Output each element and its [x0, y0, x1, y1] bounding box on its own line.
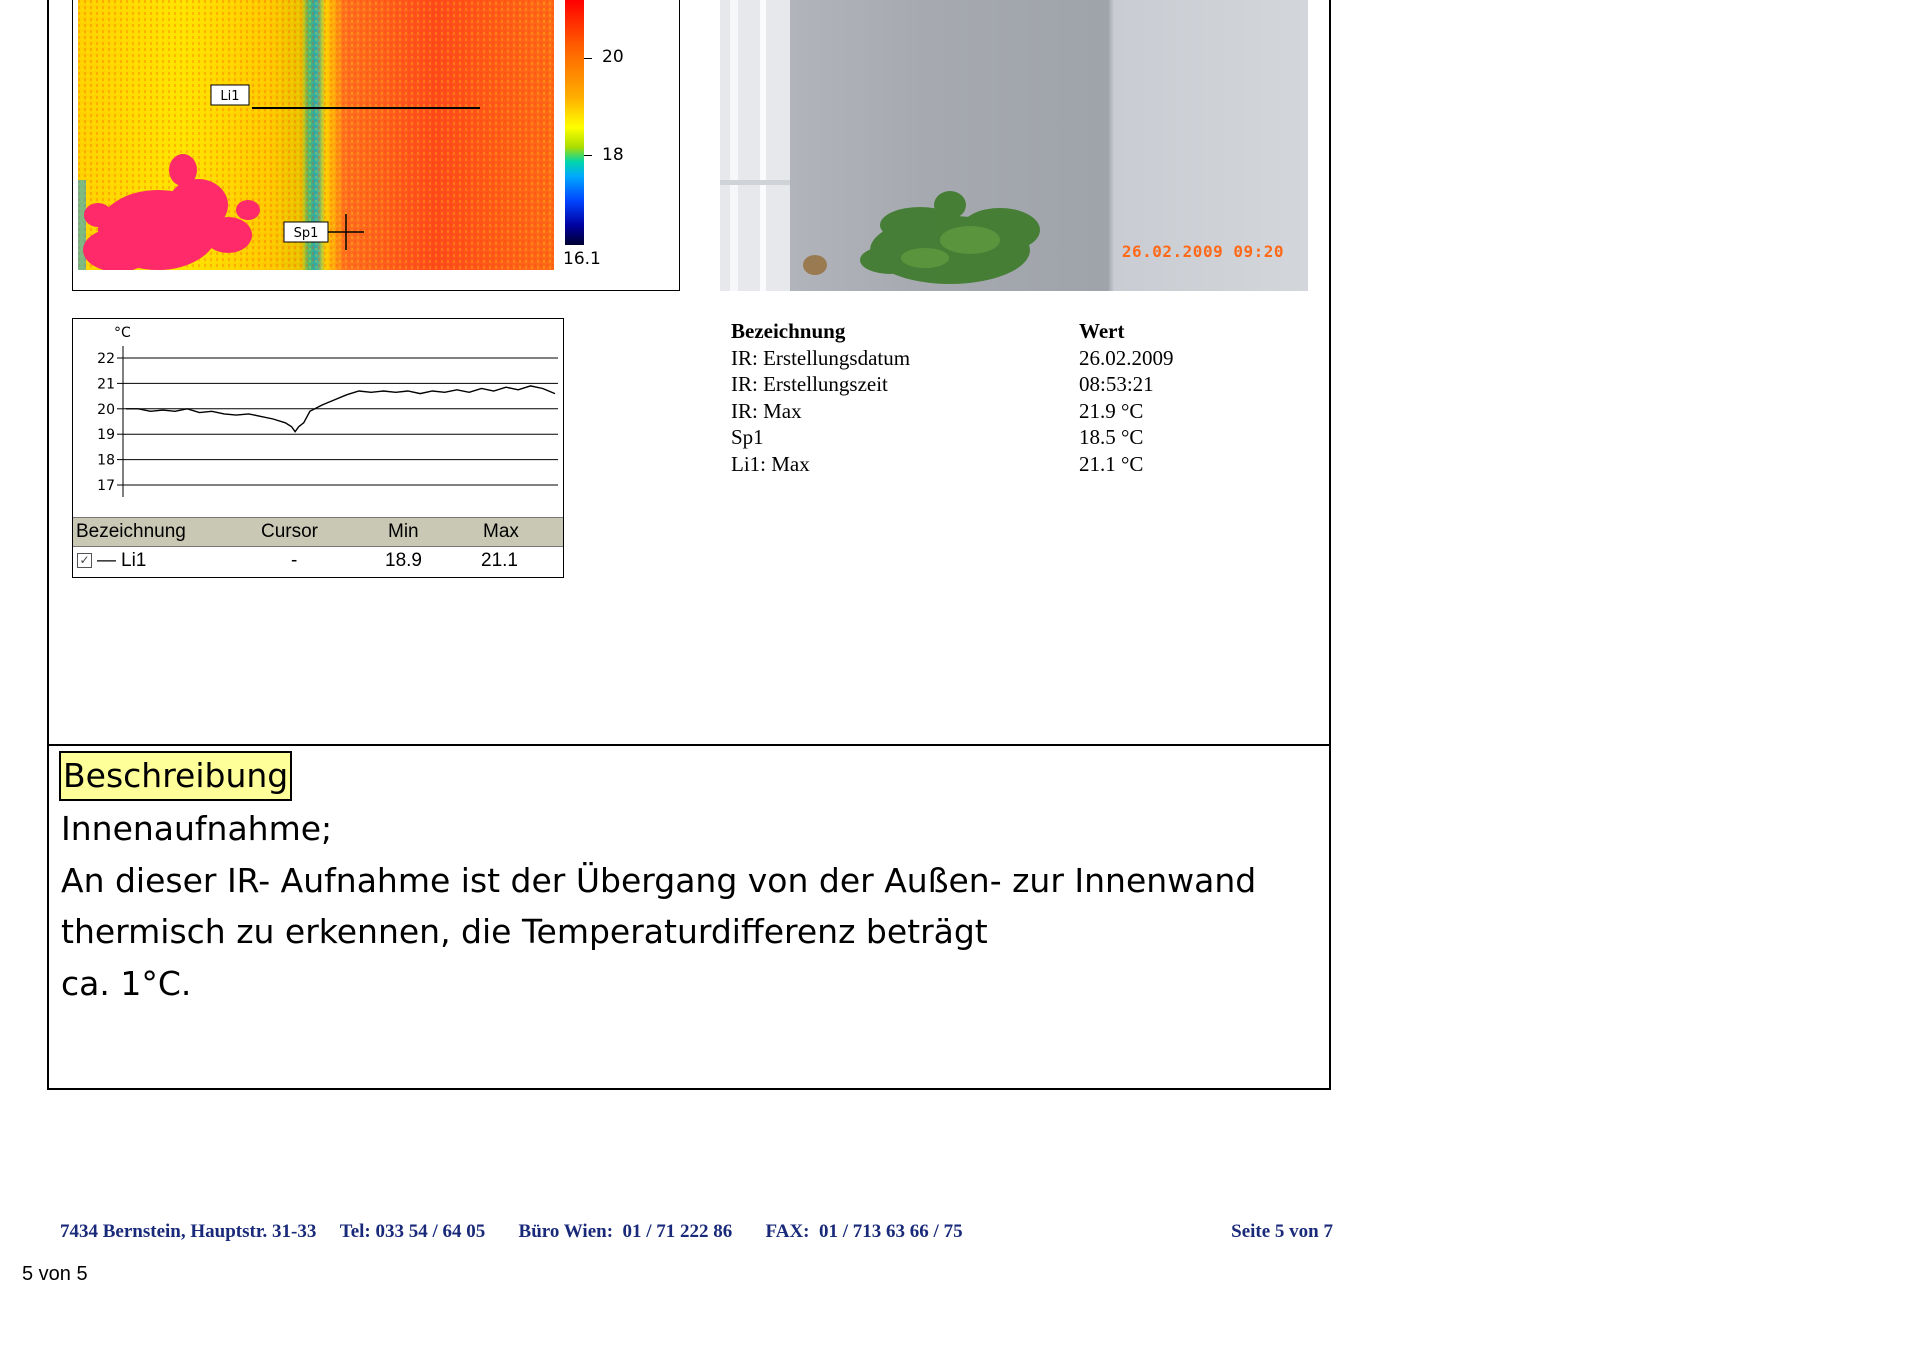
values-row-label: IR: Max [731, 398, 802, 423]
photo-timestamp: 26.02.2009 09:20 [1121, 242, 1284, 261]
footer-page-number: Seite 5 von 7 [1231, 1221, 1333, 1242]
room-photo [720, 0, 1308, 291]
description-title: Beschreibung [59, 751, 292, 801]
y-tick-label: 20 [97, 401, 115, 418]
legend-series-max: 21.1 [481, 550, 518, 571]
colorbar-label-18: 18 [602, 145, 624, 165]
label-sp1: Sp1 [293, 226, 319, 241]
footer-tel: Tel: 033 54 / 64 05 [339, 1221, 486, 1242]
description-text [61, 803, 1321, 1009]
legend-header-max: Max [483, 521, 519, 542]
values-row-label: Sp1 [731, 425, 764, 449]
print-page-number: 5 von 5 [22, 1263, 88, 1285]
legend-series-min: 18.9 [385, 550, 422, 571]
colorbar-min-label: 16.1 [563, 249, 601, 269]
y-tick-label: 18 [97, 452, 115, 469]
line-profile-plot [73, 319, 563, 517]
values-row-label: Li1: Max [731, 451, 810, 476]
values-row-value: 21.9 °C [1079, 398, 1144, 423]
values-row-value: 18.5 °C [1079, 425, 1144, 449]
temperature-colorbar [565, 0, 584, 245]
y-tick-label: 22 [97, 351, 115, 367]
legend-series-cursor: - [291, 550, 298, 571]
footer-address: 7434 Bernstein, Hauptstr. 31-33 [60, 1221, 317, 1242]
legend-header [73, 517, 563, 547]
legend-header-cursor: Cursor [261, 521, 319, 542]
line-profile-chart [72, 318, 564, 578]
thermal-image [78, 0, 554, 270]
legend-series-name: Li1 [121, 550, 147, 571]
legend-row [73, 547, 563, 575]
y-tick-label: 19 [97, 427, 115, 444]
series-checkbox[interactable]: ✓ [77, 553, 92, 568]
legend-header-min: Min [388, 521, 419, 542]
colorbar-tick [584, 155, 592, 156]
label-li1: Li1 [220, 89, 240, 104]
footer-office: Büro Wien: 01 / 71 222 86 [518, 1221, 733, 1242]
y-axis-unit: °C [114, 325, 131, 341]
section-divider [47, 744, 1331, 746]
values-row-label: IR: Erstellungszeit [731, 372, 888, 396]
legend-series-line: — [97, 550, 116, 571]
values-header-value: Wert [1079, 319, 1125, 343]
values-row-value: 26.02.2009 [1079, 345, 1174, 370]
y-tick-label: 17 [97, 478, 115, 494]
description-line: Innenaufnahme; [61, 809, 333, 848]
colorbar-label-20: 20 [602, 47, 624, 67]
values-row-value: 08:53:21 [1079, 372, 1154, 396]
values-row-value: 21.1 °C [1079, 451, 1144, 476]
footer-fax: FAX: 01 / 713 63 66 / 75 [765, 1221, 963, 1242]
colorbar-tick [584, 58, 592, 59]
description-line: ca. 1°C. [61, 963, 192, 1003]
y-tick-label: 21 [97, 376, 115, 393]
footer-contact [60, 1221, 963, 1243]
description-line: An dieser IR- Aufnahme ist der Übergang von der Außen- zur Innenwand [61, 860, 1257, 900]
description-line: thermisch zu erkennen, die Temperaturdifferenz beträgt [61, 912, 988, 951]
values-row-label: IR: Erstellungsdatum [731, 345, 911, 370]
legend-header-name: Bezeichnung [76, 521, 186, 542]
values-header-label: Bezeichnung [731, 319, 846, 343]
